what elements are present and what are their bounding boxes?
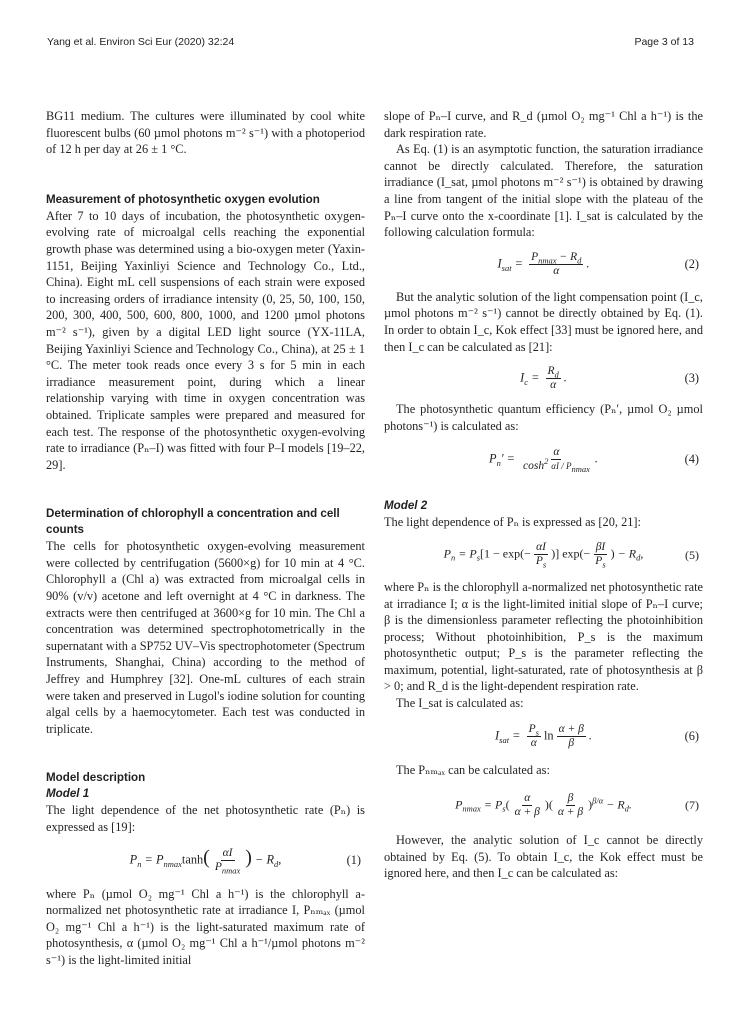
isat-intro-paragraph: The I_sat is calculated as: [396, 696, 524, 711]
equation-6: $I_{sat}$ = $\frac{P_s}{\alpha}$ ln $\frac{\alpha + \beta}{\beta}$ . (6) [495, 723, 699, 750]
oxygen-paragraph: After 7 to 10 days of incubation, the photosynthetic oxygen-evolving rate of microalgal cells reaching the exponential growth phase was determined using a bio-oxygen meter (Yaxin-1151, Beijing Yaxinliyi Science and Technology Co., Ltd., China). Eight mL cell suspensions of each strain were exposed to increasing orders of irradiance intensity (0, 25, 50, 100, 150, 200, 300, 400, 500, 600, 800, 1000, and 1200 µmol photons m⁻² s⁻¹), given by a digital LED light source (YX-11LA, Beijing Yaxinliyi Science and Technology Co., China), at 25 ± 1 °C. The meter took reads once every 3 s for 5 min in each irradiance measurement point, during which a linear relationship varying with time in oxygen concentration was obtained. Triplicate samples were prepared and measured for each test. The response of the photosynthetic oxygen-evolving rate to irradiance (Pₙ–I) was fitted with four P–I models [19–22, 29]. [46, 208, 365, 472]
equation-number: (1) [346, 853, 361, 868]
right-column [384, 108, 703, 882]
section-title-oxygen: Measurement of photosynthetic oxygen evolution [46, 192, 320, 206]
model2-where-paragraph: where Pₙ is the chlorophyll a-normalized net photosynthetic rate at irradiance I; α is the light-limited initial slope of Pₙ–I curve; β is the dimensionless parameter reflecting the photoinhibition process; Without photoinhibition, P_s is the maximum photosynthetic output; P_s is the parameter reflecting the maximum, potential, light-saturated, rate of photosynthesis at β > 0; and R_d is the light-dependent respiration rate. [384, 579, 703, 694]
model1-where-paragraph: where Pₙ (µmol O₂ mg⁻¹ Chl a h⁻¹) is the chlorophyll a-normalized net photosynthetic rate at irradiance I, Pₙₘₐₓ (µmol O₂ mg⁻¹ Chl a h⁻¹) is the light-saturated maximum rate of photosynthesis, α (µmol O₂ mg⁻¹ Chl a h⁻¹/µmol photons m⁻² s⁻¹) is the light-limited initial [46, 886, 365, 967]
model2-heading: Model 2 [384, 499, 428, 513]
equation-4: $P_n'$ = $\frac{\alpha}{\cosh^2 \alpha I / P_{nmax}}$ . (4) [489, 445, 699, 474]
running-header-page: Page 3 of 13 [634, 36, 694, 48]
chlorophyll-paragraph: The cells for photosynthetic oxygen-evolving measurement were collected by centrifugation (5600×g) for 10 min at 4 °C. Chlorophyll a (Chl a) was extracted from microalgal cells in 90% (v/v) acetone and left overnight at 4 °C in darkness. The extracts were then centrifuged at 3600×g for 10 min. The Chl a concentration was determined spectrophotometrically in the supernatant with a SP752 UV–Vis spectrophotometer (Spectrum Instruments, Shanghai, China) according to the method of Jeffrey and Humphrey [32]. One-mL cultures of each strain were taken and preserved in Lugol's iodine solution for counting algal cells by a haemocytometer. Each test was conducted in triplicate. [46, 539, 365, 736]
pnmax-intro-paragraph: The Pₙₘₐₓ can be calculated as: [396, 762, 550, 777]
equation-number: (6) [684, 729, 699, 744]
equation-7: $P_{nmax} = P_s$( $\frac{\alpha}{\alpha + \beta}$ )( $\frac{\beta}{\alpha + \beta}$ )$^{\beta/\alpha} - R_d$. (7) [455, 791, 699, 818]
equation-number: (4) [684, 452, 699, 467]
equation-number: (5) [685, 547, 699, 562]
saturation-paragraph: As Eq. (1) is an asymptotic function, the saturation irradiance cannot be directly calculated. Therefore, the saturation irradiance (I_sat, µmol photons m⁻² s⁻¹) is obtained by drawing a line from tangent of the initial slope with the plateau of the Pₙ–I curve onto the x-coordinate [1]. I_sat is calculated by the following calculation formula: [384, 142, 703, 240]
equation-number: (2) [684, 257, 699, 272]
left-column [46, 108, 365, 969]
equation-number: (7) [685, 797, 699, 812]
equation-1: $P_n = P_{nmax}\tanh$( $\frac{\alpha I}{P_{nmax}}$ ) − $R_d$, (1) [129, 846, 361, 876]
kok-effect-paragraph: However, the analytic solution of I_c cannot be directly obtained by Eq. (5). To obtain I_c, the Kok effect must be ignored here, and then I_c can be calculated as: [384, 833, 703, 881]
equation-3: $I_c$ = $\frac{R_d}{\alpha}$ . (3) [520, 364, 699, 391]
running-header-citation: Yang et al. Environ Sci Eur (2020) 32:24 [47, 36, 235, 48]
section-title-chlorophyll: Determination of chlorophyll a concentration and cell counts [46, 507, 340, 537]
quantum-efficiency-paragraph: The photosynthetic quantum efficiency (Pₙ′, µmol O₂ µmol photons⁻¹) is calculated as: [384, 402, 703, 433]
equation-number: (3) [684, 370, 699, 385]
equation-5: $P_n = P_s[1 - \exp(-$ $\frac{\alpha I}{P_s}$ )] exp(− $\frac{\beta I}{P_s}$ ) − $R_d$, (5) [443, 541, 699, 570]
model2-paragraph: The light dependence of Pₙ is expressed as [20, 21]: [384, 515, 641, 530]
slope-paragraph: slope of Pₙ–I curve, and R_d (µmol O₂ mg⁻¹ Chl a h⁻¹) is the dark respiration rate. [384, 109, 703, 140]
equation-2: $I_{sat}$ = $\frac{P_{nmax} - R_d}{\alpha}$ . (2) [497, 251, 699, 278]
intro-paragraph: BG11 medium. The cultures were illuminated by cool white fluorescent bulbs (60 µmol photons m⁻² s⁻¹) with a photoperiod of 12 h per day at 26 ± 1 °C. [46, 109, 365, 157]
section-title-model-description: Model description [46, 771, 146, 785]
model1-paragraph: The light dependence of the net photosynthetic rate (Pₙ) is expressed as [19]: [46, 803, 365, 834]
compensation-paragraph: But the analytic solution of the light compensation point (I_c, µmol photons m⁻² s⁻¹) cannot be directly obtained by Eq. (1). In order to obtain I_c, Kok effect [33] must be ignored here, and then I_c can be calculated as [21]: [384, 289, 703, 354]
model1-heading: Model 1 [46, 787, 90, 801]
